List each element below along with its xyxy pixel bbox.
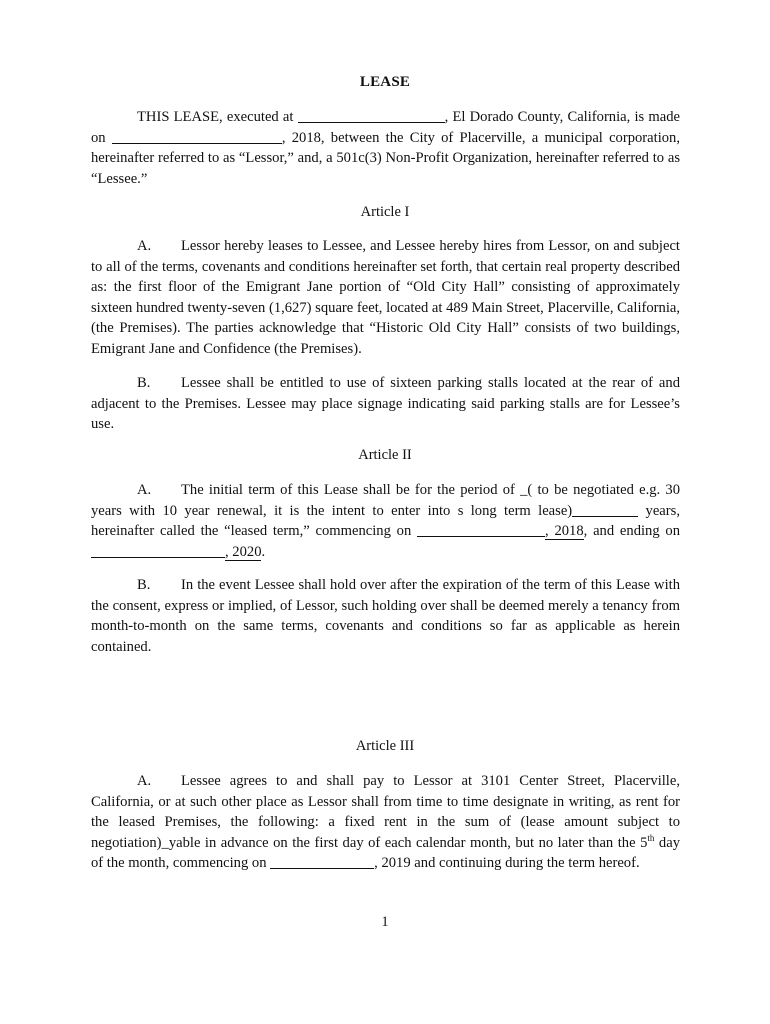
page-number: 1 xyxy=(381,914,389,930)
article-1-paragraph-a: A. Lessor hereby leases to Lessee, and Lessee hereby hires from Lessor, on and subject to all of the terms, covenants and conditions hereinafter set forth, that certain real property described as: the first floor of the Emigrant Jane portion of “Old City Hall” consisting of approximately sixteen hundred twenty-seven (1,627) square feet, located at 489 Main Street, Placerville, California, (the Premises). The parties acknowledge that “Historic Old City Hall” consists of two buildings, Emigrant Jane and Confidence (the Premises). xyxy=(91,238,680,357)
preamble-paragraph: THIS LEASE, executed at , El Dorado County, California, is made on , 2018, between the City of Placerville, a municipal corporation, hereinafter referred to as “Lessor,” and, a 501c(3) Non-Profit Organization, hereinafter referred to as “Lessee.” xyxy=(91,109,681,187)
article-1-heading: Article I xyxy=(360,204,410,220)
execution-location-blank xyxy=(298,108,445,123)
article-1-paragraph-b: B. Lessee shall be entitled to use of sixteen parking stalls located at the rear of and adjacent to the Premises. Lessee may place signage indicating said parking stalls are for Lessee’s use. xyxy=(91,375,680,432)
term-years-blank xyxy=(572,502,638,517)
article-3-paragraph-a: A. Lessee agrees to and shall pay to Lessor at 3101 Center Street, Placerville, California, or at such other place as Lessor shall from time to time designate in writing, as rent for the leased Premises, the following: a fixed rent in the sum of (lease amount subject to negotiation)_yable in advance on the first day of each calendar month, but no later than the 5th day of the month, commencing on , 2019 and continuing during the term hereof. xyxy=(91,773,680,871)
rent-commencement-date-blank xyxy=(270,854,374,869)
ending-date-blank xyxy=(91,543,225,558)
article-2-paragraph-a: A. The initial term of this Lease shall be for the period of _( to be negotiated e.g. 30 years with 10 year renewal, it is the intent to enter into s long term lease) years, hereinafter called the “leased term,” commencing on , 2018, and ending on , 2020. xyxy=(91,482,681,560)
execution-date-blank xyxy=(112,129,282,144)
article-2-paragraph-b: B. In the event Lessee shall hold over after the expiration of the term of this Lease with the consent, express or implied, of Lessor, such holding over shall be deemed merely a tenancy from month-to-month on the same terms, covenants and conditions so far as applicable as herein contained. xyxy=(91,577,680,655)
article-2-heading: Article II xyxy=(358,447,412,463)
article-3-heading: Article III xyxy=(355,738,415,754)
document-title: LEASE xyxy=(359,74,411,90)
commencement-date-blank xyxy=(417,522,545,537)
